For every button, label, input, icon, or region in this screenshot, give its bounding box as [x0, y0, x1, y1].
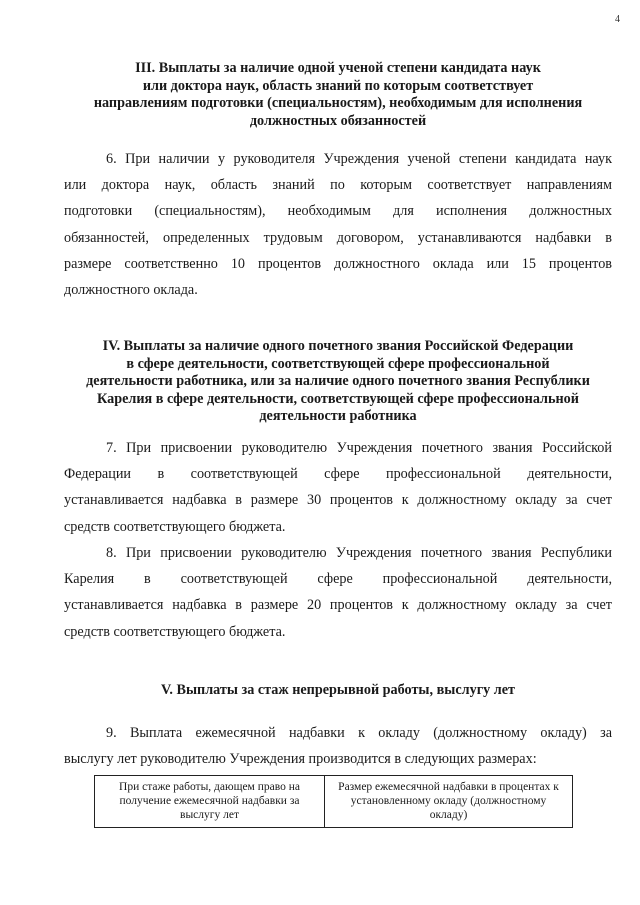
- table-header-allowance-percent: Размер ежемесячной надбавки в процентах к установленному окладу (должностному окладу): [325, 776, 573, 828]
- page-number: 4: [615, 14, 620, 25]
- paragraph-line: должностного оклада.: [64, 282, 198, 299]
- table-header-row: [95, 776, 573, 828]
- paragraph-line: размере соответственно 10 процентов должностного оклада или 15 процентов: [64, 255, 612, 272]
- section-4-title-line: IV. Выплаты за наличие одного почетного звания Российской Федерации: [102, 338, 574, 354]
- paragraph-line: устанавливается надбавка в размере 30 процентов к должностному окладу за счет: [64, 492, 612, 509]
- section-4-title-line: Карелия в сфере деятельности, соответствующей сфере профессиональной: [97, 390, 579, 407]
- section-4-title: [60, 338, 616, 426]
- paragraph-line: обязанностей, определенных трудовым договором, устанавливаются надбавки в: [64, 229, 612, 246]
- paragraph-line: 8. При присвоении руководителю Учреждения почетного звания Республики: [106, 545, 612, 561]
- paragraph-line: средств соответствующего бюджета.: [64, 623, 286, 640]
- paragraph-line: или доктора наук, область знаний по которым соответствует направлениям: [64, 177, 612, 194]
- paragraph-line: средств соответствующего бюджета.: [64, 518, 286, 535]
- section-3-title-line: III. Выплаты за наличие одной ученой степени кандидата наук: [135, 60, 541, 76]
- seniority-table: [94, 775, 573, 828]
- paragraph-6: [64, 146, 612, 303]
- paragraph-line: выслугу лет руководителю Учреждения производится в следующих размерах:: [64, 751, 537, 768]
- section-3-title: [60, 60, 616, 130]
- paragraph-line: 7. При присвоении руководителю Учреждения почетного звания Российской: [106, 440, 612, 456]
- paragraph-line: подготовки (специальностям), необходимым для исполнения должностных: [64, 203, 612, 220]
- section-3-title-line: направлениям подготовки (специальностям), необходимым для исполнения: [93, 95, 583, 111]
- section-4-title-line: деятельности работника, или за наличие одного почетного звания Республики: [86, 373, 590, 389]
- paragraph-line: устанавливается надбавка в размере 20 процентов к должностному окладу за счет: [64, 597, 612, 614]
- section-4-title-line: деятельности работника: [259, 408, 417, 424]
- section-3-title-line: должностных обязанностей: [249, 112, 427, 129]
- paragraph-8: [64, 540, 612, 645]
- paragraph-line: 6. При наличии у руководителя Учреждения ученой степени кандидата наук: [106, 151, 612, 167]
- paragraph-line: Карелия в соответствующей сфере профессиональной деятельности,: [64, 571, 612, 588]
- section-4-title-line: в сфере деятельности, соответствующей сфере профессиональной: [126, 355, 550, 372]
- paragraph-9: [64, 720, 612, 772]
- table-header-experience: При стаже работы, дающем право на получение ежемесячной надбавки за выслугу лет: [95, 776, 325, 828]
- paragraph-7: [64, 435, 612, 540]
- paragraph-line: 9. Выплата ежемесячной надбавки к окладу (должностному окладу) за: [106, 725, 612, 741]
- section-3-title-line: или доктора наук, область знаний по которым соответствует: [142, 77, 534, 94]
- section-5-title: V. Выплаты за стаж непрерывной работы, выслугу лет: [161, 682, 515, 698]
- paragraph-line: Федерации в соответствующей сфере профессиональной деятельности,: [64, 466, 612, 483]
